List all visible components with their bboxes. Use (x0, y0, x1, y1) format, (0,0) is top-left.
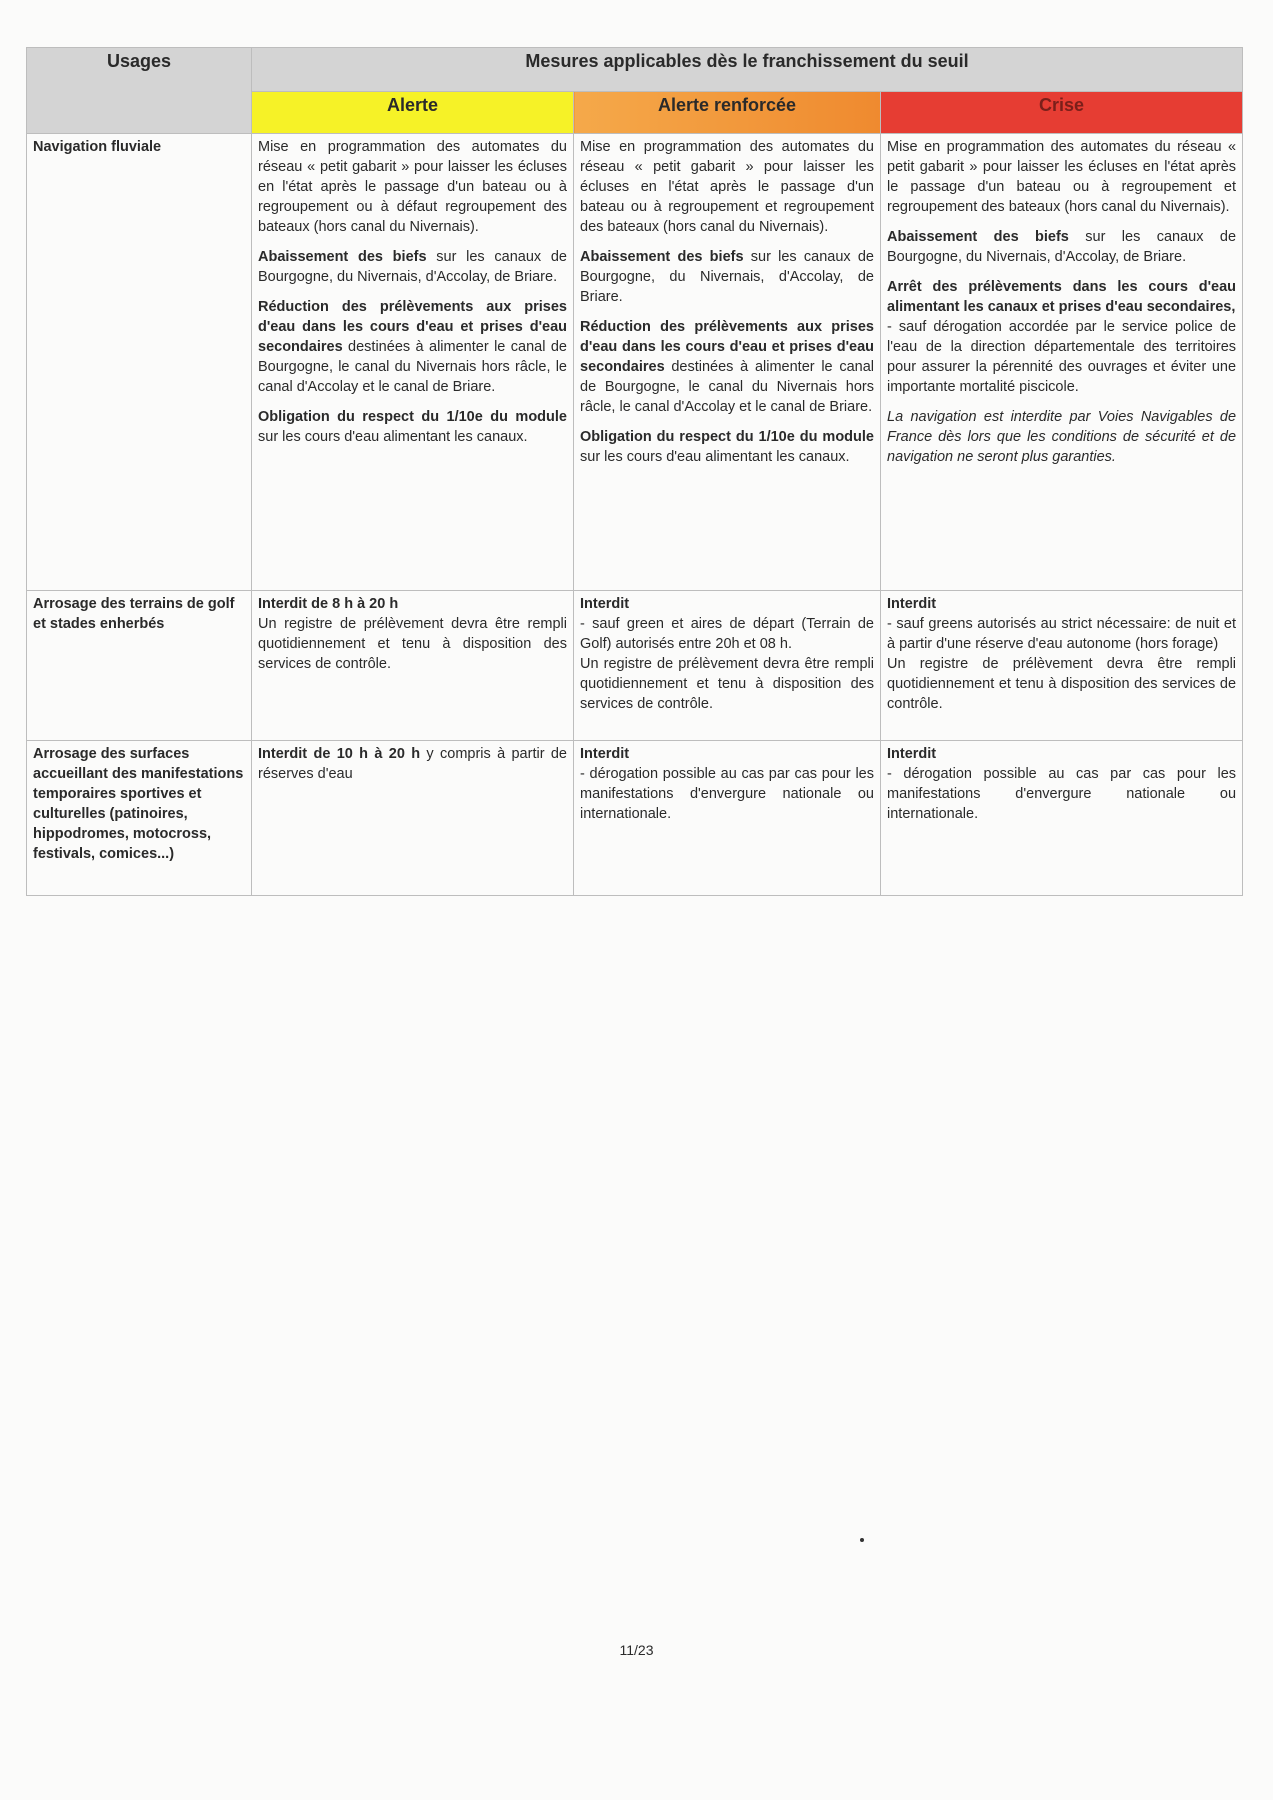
cell-text (258, 744, 567, 784)
cell-title: Interdit de 10 h à 20 h (258, 746, 421, 762)
body-text: sur les cours d'eau alimentant les canaux. (580, 449, 850, 465)
scan-speck (860, 1538, 864, 1542)
measure-cell-crise (881, 591, 1243, 741)
measure-cell-crise (881, 741, 1243, 896)
measure-paragraph (580, 427, 874, 467)
measure-paragraph: Mise en programmation des automates du réseau « petit gabarit » pour laisser les écluses en l'état après le passage d'un bateau ou à regroupement et regroupement des bateaux (hors canal du Nivernais). (580, 139, 874, 235)
measure-paragraph (580, 317, 874, 417)
body-text: sur les canaux de Bourgogne, du Nivernais, d'Accolay, de Briare. (580, 249, 874, 305)
measure-paragraph (887, 227, 1236, 267)
measure-cell-alerte-renforcee (574, 591, 881, 741)
usage-cell: Arrosage des surfaces accueillant des manifestations temporaires sportives et culturelles (patinoires, hippodromes, motocross, festivals, comices...) (27, 741, 252, 896)
body-text: - dérogation possible au cas par cas pour les manifestations d'envergure nationale ou internationale. (887, 766, 1237, 822)
measure-paragraph: Mise en programmation des automates du réseau « petit gabarit » pour laisser les écluses en l'état après le passage d'un bateau ou à regroupement et regroupement des bateaux (hors canal du Nivernais). (887, 139, 1237, 215)
emphasis-text: Abaissement des biefs (887, 229, 1069, 245)
measure-paragraph-italic: La navigation est interdite par Voies Navigables de France dès lors que les conditions de sécurité et de navigation ne seront plus garanties. (887, 409, 1237, 465)
body-text: - sauf dérogation accordée par le service police de l'eau de la direction départementale des territoires pour assurer la pérennité des ouvrages et éviter une importante mortalité piscicole. (887, 319, 1237, 395)
table-row (27, 134, 1243, 591)
header-row-top (27, 48, 1243, 92)
page-number: 11/23 (619, 1642, 654, 1658)
body-text: - sauf green et aires de départ (Terrain de Golf) autorisés entre 20h et 08 h. (580, 616, 874, 652)
cell-title: Interdit (580, 746, 630, 762)
measure-paragraph (258, 297, 567, 397)
measure-cell-alerte-renforcee (574, 741, 881, 896)
measure-cell-alerte (252, 591, 574, 741)
cell-title: Interdit (887, 746, 937, 762)
body-text: y compris à partir de réserves d'eau (258, 746, 567, 782)
measure-cell-alerte-renforcee (574, 134, 881, 591)
emphasis-text: Obligation du respect du 1/10e du module (258, 409, 567, 425)
body-text: Un registre de prélèvement devra être rempli quotidiennement et tenu à disposition des services de contrôle. (580, 656, 874, 712)
emphasis-text: Arrêt des prélèvements dans les cours d'eau alimentant les canaux et prises d'eau secondaires, (887, 279, 1237, 315)
table-row (27, 591, 1243, 741)
cell-title: Interdit (887, 596, 937, 612)
body-text: - dérogation possible au cas par cas pour les manifestations d'envergure nationale ou internationale. (580, 766, 874, 822)
measure-paragraph (258, 407, 567, 447)
emphasis-text: Réduction des prélèvements aux prises d'eau dans les cours d'eau et prises d'eau secondaires (258, 299, 567, 355)
measure-paragraph (258, 247, 567, 287)
measures-header: Mesures applicables dès le franchissement du seuil (252, 48, 1243, 92)
body-text: - sauf greens autorisés au strict nécessaire: de nuit et à partir d'une réserve d'eau autonome (hors forage) (887, 616, 1237, 652)
emphasis-text: Obligation du respect du 1/10e du module (580, 429, 874, 445)
body-text: destinées à alimenter le canal de Bourgogne, le canal du Nivernais hors râcle, le canal d'Accolay et le canal de Briare. (258, 339, 567, 395)
measure-cell-alerte (252, 134, 574, 591)
emphasis-text: Réduction des prélèvements aux prises d'eau dans les cours d'eau et prises d'eau secondaires (580, 319, 874, 375)
body-text: sur les canaux de Bourgogne, du Nivernais, d'Accolay, de Briare. (887, 229, 1237, 265)
level-header-crise: Crise (881, 92, 1243, 134)
measure-paragraph (887, 277, 1236, 397)
usage-cell: Navigation fluviale (27, 134, 252, 591)
measures-table (26, 47, 1243, 896)
measure-cell-crise (881, 134, 1243, 591)
body-text: sur les cours d'eau alimentant les canaux. (258, 429, 528, 445)
body-text: destinées à alimenter le canal de Bourgogne, le canal du Nivernais hors râcle, le canal d'Accolay et le canal de Briare. (580, 359, 874, 415)
emphasis-text: Abaissement des biefs (258, 249, 427, 265)
body-text: sur les canaux de Bourgogne, du Nivernais, d'Accolay, de Briare. (258, 249, 567, 285)
measure-cell-alerte (252, 741, 574, 896)
table-row (27, 741, 1243, 896)
cell-title: Interdit (580, 596, 630, 612)
body-text: Un registre de prélèvement devra être rempli quotidiennement et tenu à disposition des services de contrôle. (258, 616, 567, 672)
level-header-alerte-renforcee: Alerte renforcée (574, 92, 881, 134)
body-text: Un registre de prélèvement devra être rempli quotidiennement et tenu à disposition des services de contrôle. (887, 656, 1237, 712)
emphasis-text: Abaissement des biefs (580, 249, 744, 265)
usages-header: Usages (27, 48, 252, 134)
level-header-alerte: Alerte (252, 92, 574, 134)
usage-cell: Arrosage des terrains de golf et stades enherbés (27, 591, 252, 741)
measure-paragraph (580, 247, 874, 307)
cell-title: Interdit de 8 h à 20 h (258, 596, 399, 612)
measure-paragraph: Mise en programmation des automates du réseau « petit gabarit » pour laisser les écluses en l'état après le passage d'un bateau ou à regroupement ou à défaut regroupement des bateaux (hors canal du Nivernais). (258, 139, 567, 235)
